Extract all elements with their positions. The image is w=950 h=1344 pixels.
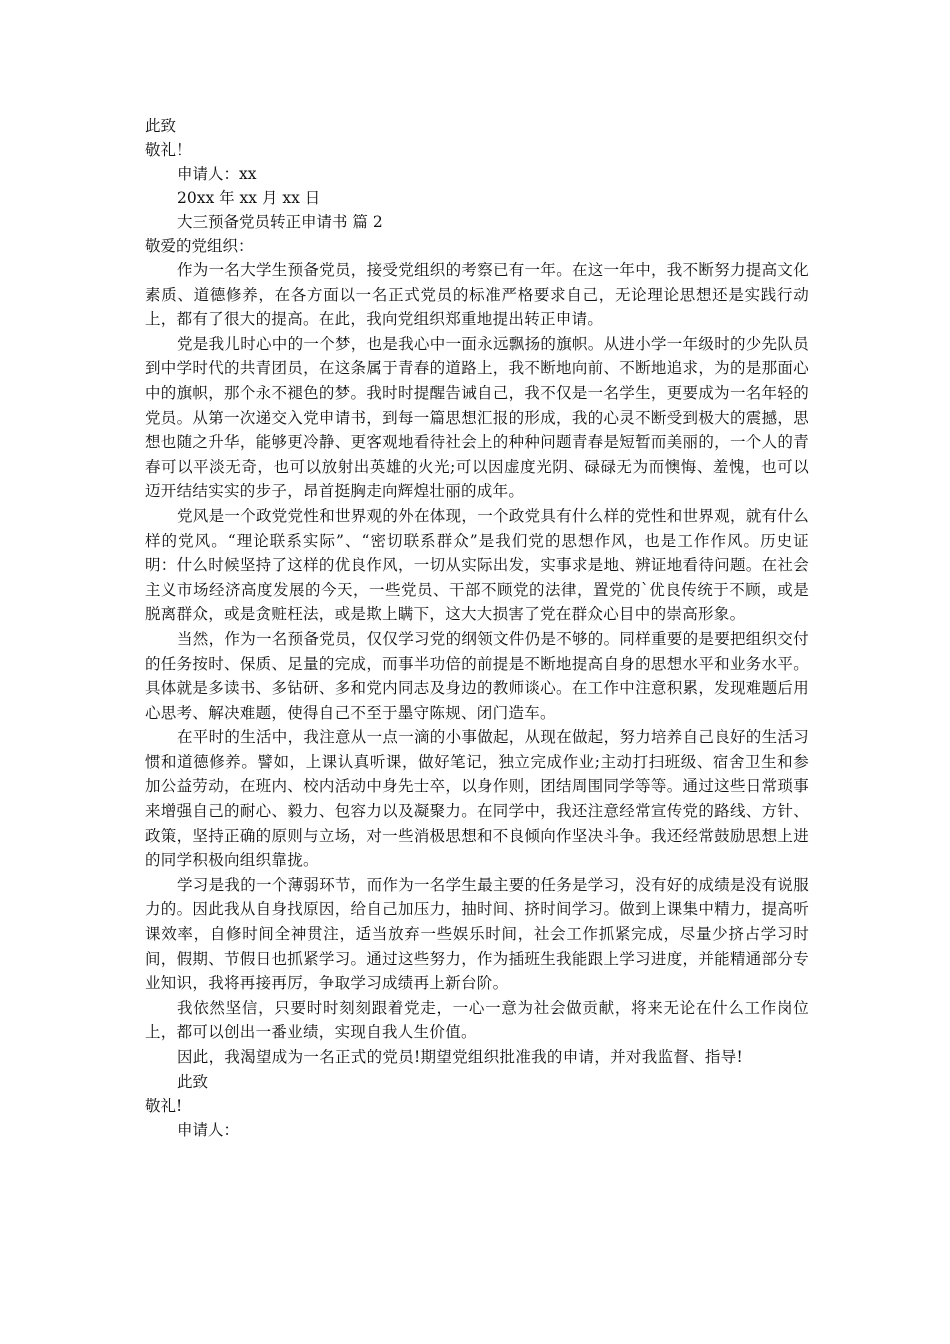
body-paragraph: 学习是我的一个薄弱环节，而作为一名学生最主要的任务是学习，没有好的成绩是没有说服力的。因此我从自身找原因，给自己加压力，抽时间、挤时间学习。做到上课集中精力，提高听课效率，自修时间全神贯注，适当放弃一些娱乐时间，社会工作抓紧完成，尽量少挤占学习时间，假期、节假日也抓紧学习。通过这些努力，作为插班生我能跟上学习进度，并能精通部分专业知识，我将再接再厉，争取学习成绩再上新台阶。 — [145, 875, 810, 993]
section-title: 大三预备党员转正申请书 篇 2 — [177, 213, 383, 231]
body-paragraph: 因此，我渴望成为一名正式的党员!期望党组织批准我的申请，并对我监督、指导! — [177, 1048, 744, 1066]
body-paragraph: 我依然坚信，只要时时刻刻跟着党走，一心一意为社会做贡献，将来无论在什么工作岗位上，都可以创出一番业绩，实现自我人生价值。 — [145, 998, 809, 1042]
body-paragraph: 作为一名大学生预备党员，接受党组织的考察已有一年。在这一年中，我不断努力提高文化素质、道德修养，在各方面以一名正式党员的标准严格要求自己，无论理论思想还是实践行动上，都有了很大的提高。在此，我向党组织郑重地提出转正申请。 — [145, 261, 810, 329]
greeting-line: 敬爱的党组织： — [145, 237, 254, 255]
salute-line: 敬礼！ — [145, 141, 192, 159]
document-page — [145, 114, 809, 1142]
closing-line-2: 此致 — [177, 1072, 209, 1091]
closing-line: 此致 — [145, 117, 177, 135]
body-paragraph: 党是我儿时心中的一个梦，也是我心中一面永远飘扬的旗帜。从进小学一年级时的少先队员到中学时代的共青团员，在这条属于青春的道路上，我不断地向前、不断地追求，为的是那面心中的旗帜，那个永不褪色的梦。我时时提醒告诫自己，我不仅是一名学生，更要成为一名年轻的党员。从第一次递交入党申请书，到每一篇思想汇报的形成，我的心灵不断受到极大的震撼，思想也随之升华，能够更冷静、更客观地看待社会上的种种问题青春是短暂而美丽的，一个人的青春可以平淡无奇，也可以放射出英雄的火光;可以因虚度光阴、碌碌无为而懊悔、羞愧，也可以迈开结结实实的步子，昂首挺胸走向辉煌壮丽的成年。 — [145, 334, 810, 501]
applicant-line: 申请人：xx — [177, 165, 257, 183]
body-paragraph: 当然，作为一名预备党员，仅仅学习党的纲领文件仍是不够的。同样重要的是要把组织交付的任务按时、保质、足量的完成，而事半功倍的前提是不断地提高自身的思想水平和业务水平。具体就是多读书、多钻研、多和党内同志及身边的教师谈心。在工作中注意积累，发现难题后用心思考、解决难题，使得自己不至于墨守陈规、闭门造车。 — [145, 629, 810, 722]
date-line: 20xx 年 xx 月 xx 日 — [177, 189, 321, 207]
body-paragraph: 在平时的生活中，我注意从一点一滴的小事做起，从现在做起，努力培养自己良好的生活习惯和道德修养。譬如，上课认真听课，做好笔记，独立完成作业;主动打扫班级、宿舍卫生和参加公益劳动，在班内、校内活动中身先士卒，以身作则，团结周围同学等等。通过这些日常琐事来增强自己的耐心、毅力、包容力以及凝聚力。在同学中，我还注意经常宣传党的路线、方针、政策，坚持正确的原则与立场，对一些消极思想和不良倾向作坚决斗争。我还经常鼓励思想上进的同学积极向组织靠拢。 — [145, 728, 810, 870]
body-paragraph: 党风是一个政党党性和世界观的外在体现，一个政党具有什么样的党性和世界观，就有什么样的党风。“理论联系实际”、“密切联系群众”是我们党的思想作风，也是工作作风。历史证明：什么时候坚持了这样的优良作风，一切从实际出发，实事求是地、辨证地看待问题。在社会主义市场经济高度发展的今天，一些党员、干部不顾党的法律，置党的`优良传统于不顾，或是脱离群众，或是贪赃枉法，或是欺上瞒下，这大大损害了党在群众心目中的崇高形象。 — [145, 506, 810, 624]
applicant-line-2: 申请人： — [177, 1120, 240, 1139]
salute-line-2: 敬礼! — [145, 1096, 183, 1115]
